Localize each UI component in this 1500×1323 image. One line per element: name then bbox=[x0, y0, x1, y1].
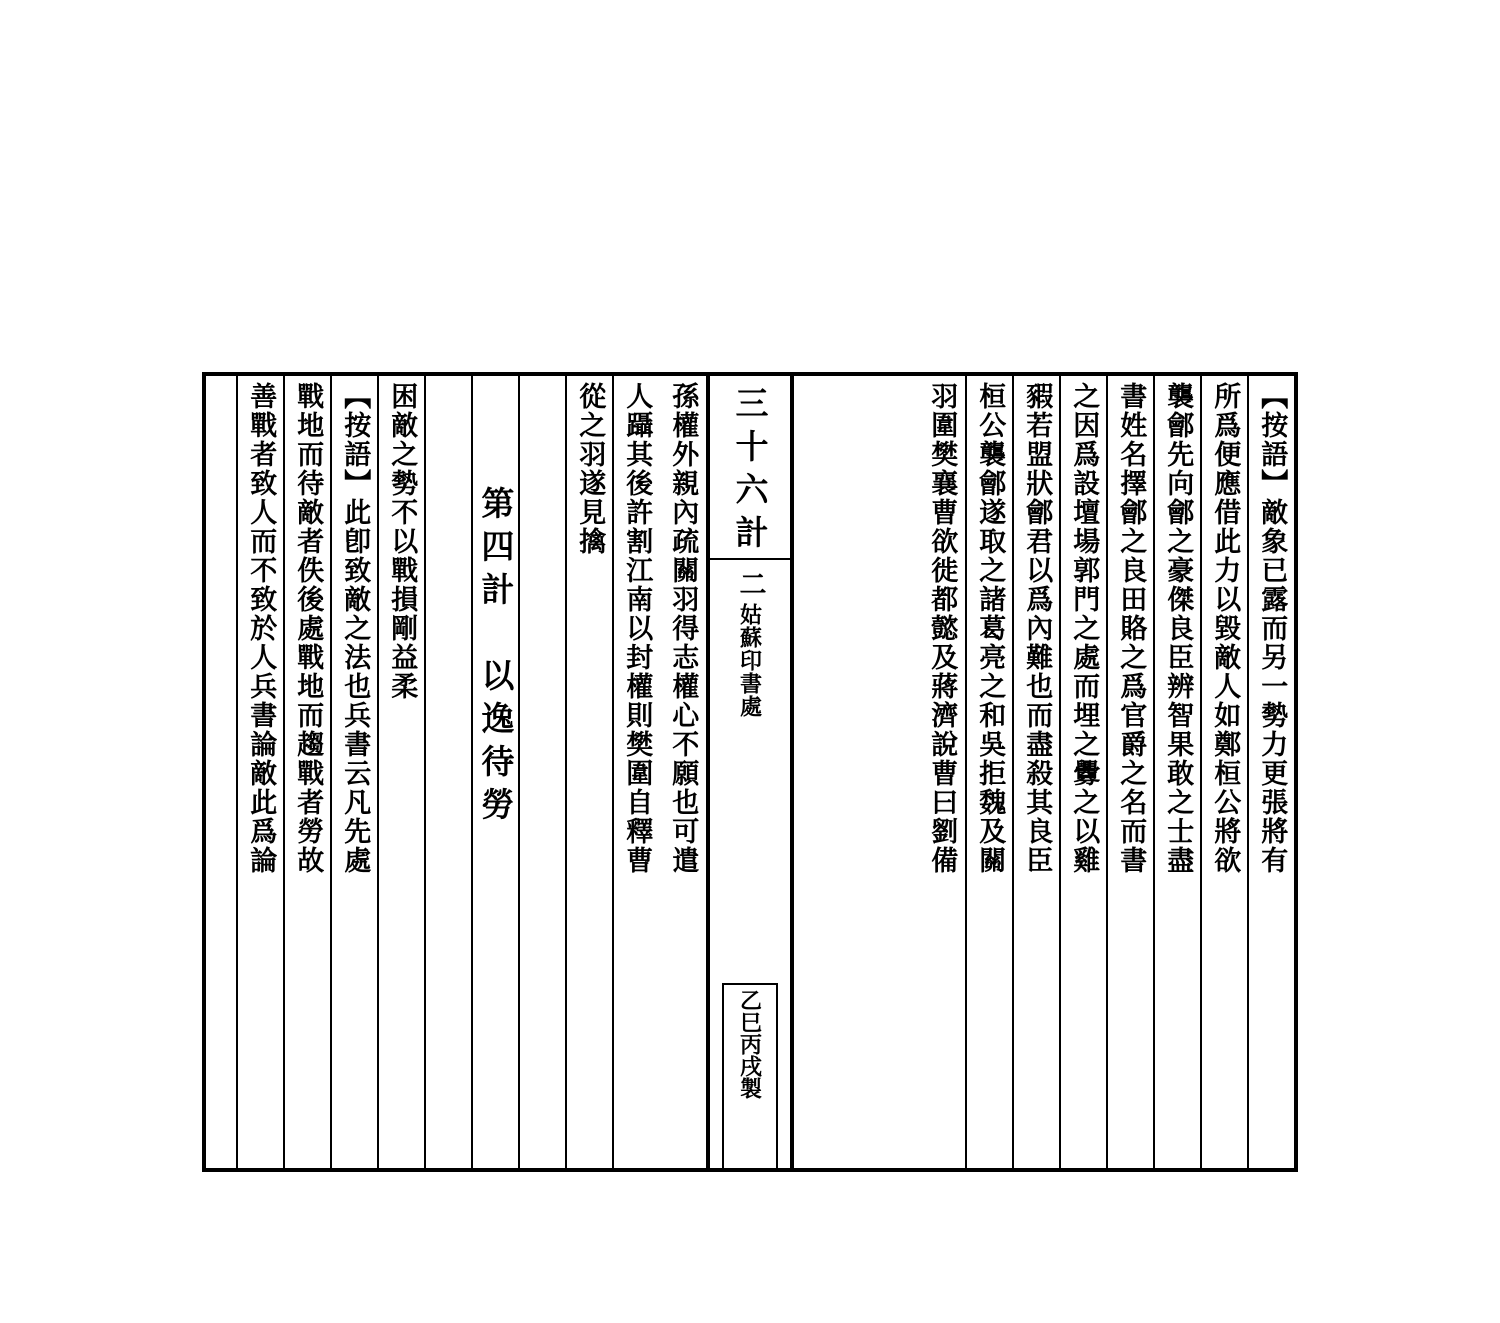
column-text: 桓公襲鄶遂取之諸葛亮之和吳拒魏及關 bbox=[974, 382, 1006, 875]
section-heading: 第四計 以逸待勞 bbox=[476, 486, 516, 830]
column-text: 襲鄶先向鄶之豪傑良臣辨智果敢之士盡 bbox=[1162, 382, 1194, 875]
imprint-bottom: 乙巳丙戌製 bbox=[736, 989, 763, 1099]
imprint-box bbox=[722, 983, 778, 1168]
text-column bbox=[1153, 376, 1200, 1168]
text-column bbox=[283, 376, 330, 1168]
text-column bbox=[612, 376, 659, 1168]
column-text: 人躡其後許割江南以封權則樊圍自釋曹 bbox=[621, 382, 653, 875]
text-column bbox=[1200, 376, 1247, 1168]
text-column bbox=[377, 376, 424, 1168]
text-column bbox=[1059, 376, 1106, 1168]
imprint-top: 姑蘇印書處 bbox=[736, 603, 763, 718]
text-column bbox=[565, 376, 612, 1168]
column-text: 之因爲設壇場郭門之處而埋之釁之以雞 bbox=[1068, 382, 1100, 875]
text-column bbox=[330, 376, 377, 1168]
column-text: 戰地而待敵者佚後處戰地而趨戰者勞故 bbox=[292, 382, 324, 875]
center-fold-banner bbox=[710, 372, 790, 1172]
column-text: 豭若盟狀鄶君以爲內難也而盡殺其良臣 bbox=[1021, 382, 1053, 875]
page-number: 二 bbox=[734, 570, 766, 597]
section-heading-column bbox=[471, 376, 518, 1168]
text-column bbox=[918, 376, 965, 1168]
column-text: 從之羽遂見擒 bbox=[574, 382, 606, 556]
column-text: 孫權外親內疏關羽得志權心不願也可遣 bbox=[667, 382, 699, 875]
column-text: 所爲便應借此力以毀敵人如鄭桓公將欲 bbox=[1209, 382, 1241, 875]
column-text: 善戰者致人而不致於人兵書論敵此爲論 bbox=[245, 382, 277, 875]
text-column bbox=[659, 376, 706, 1168]
text-block-right bbox=[790, 372, 1298, 1172]
text-block-left bbox=[202, 372, 710, 1172]
text-column bbox=[1247, 376, 1294, 1168]
text-column-blank bbox=[518, 376, 565, 1168]
column-text: 羽圍樊襄曹欲徙都懿及蔣濟說曹曰劉備 bbox=[926, 382, 958, 875]
column-text: 【按語】此卽致敵之法也兵書云凡先處 bbox=[339, 382, 371, 875]
text-column bbox=[236, 376, 283, 1168]
column-text: 【按語】敵象已露而另一勢力更張將有 bbox=[1256, 382, 1288, 875]
text-column bbox=[1106, 376, 1153, 1168]
text-column-blank bbox=[424, 376, 471, 1168]
column-text: 困敵之勢不以戰損剛益柔 bbox=[386, 382, 418, 701]
column-text: 書姓名擇鄶之良田賂之爲官爵之名而書 bbox=[1115, 382, 1147, 875]
text-column bbox=[1012, 376, 1059, 1168]
text-column bbox=[965, 376, 1012, 1168]
book-title: 三十六計 bbox=[730, 386, 770, 558]
